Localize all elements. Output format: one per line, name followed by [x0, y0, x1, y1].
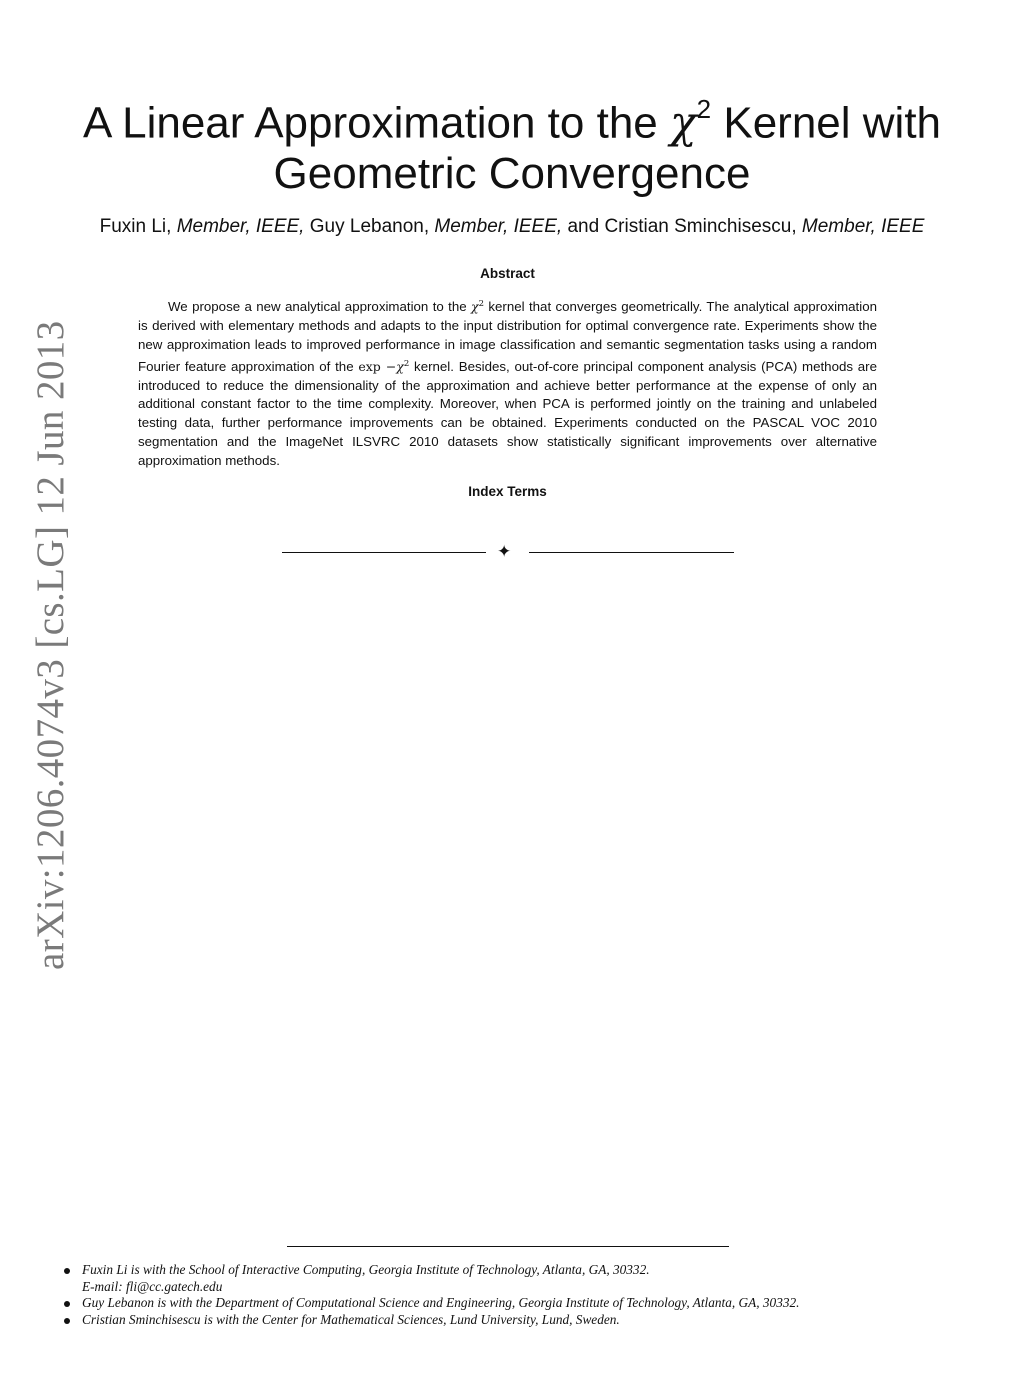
footnote-text: Cristian Sminchisescu is with the Center for Mathematical Sciences, Lund University, Lund, Sweden.: [82, 1311, 620, 1327]
author-name: Guy Lebanon,: [309, 216, 430, 237]
abstract-part3: kernel. Besides, out-of-core principal component analysis (PCA) methods are introduced to reduce the dimensionality of the approximation and achieve better performance at the expense of only an additional constant factor to the time complexity. Moreover, when PCA is performed jointly on the training and unlabeled testing data, further performance improvements can be obtained. Experiments conducted on the PASCAL VOC 2010 segmentation and the ImageNet ILSVRC 2010 datasets show statistically significant improvements over alternative approximation methods.: [138, 358, 877, 468]
author-list: [20, 214, 1004, 240]
divider-line-right: [529, 552, 734, 553]
footnote-email: E-mail: fli@cc.gatech.edu: [82, 1278, 223, 1294]
author-role: Member, IEEE,: [434, 216, 563, 237]
divider-line-left: [282, 552, 486, 553]
arxiv-identifier-stamp: arXiv:1206.4074v3 [cs.LG] 12 Jun 2013: [29, 320, 72, 970]
author-role: Member, IEEE: [801, 216, 925, 237]
footnote-item: [62, 1312, 962, 1329]
abstract-part2: kernel that converges geometrically. The analytical approximation is derived with elementary methods and adapts to the input distribution for optimal convergence rate. Experiments show the new approximation leads to improved performance in image classification and semantic segmentation tasks using a random Fourier feature approximation of the: [138, 299, 877, 374]
footnote-list: [62, 1262, 962, 1328]
abstract-exp-chi-squared: [358, 359, 409, 374]
index-terms-heading: Index Terms: [468, 484, 547, 499]
footnote-rule: [287, 1246, 729, 1247]
author-name: Fuxin Li,: [99, 216, 172, 237]
abstract-chi-squared: [471, 299, 484, 314]
chi-superscript: 2: [478, 299, 485, 309]
title-line2: Geometric Convergence: [273, 148, 751, 198]
chi-symbol: χ: [471, 299, 479, 315]
title-prefix: A Linear Approximation to the: [82, 98, 670, 148]
author-name: and Cristian Sminchisescu,: [567, 216, 797, 237]
section-divider: [0, 543, 1024, 563]
author-role: Member, IEEE,: [176, 216, 305, 237]
divider-star-icon: ✦: [497, 542, 512, 562]
footnote-item: [62, 1295, 962, 1312]
abstract-part1: We propose a new analytical approximation to the: [168, 299, 472, 315]
chi-superscript: 2: [403, 358, 410, 369]
footnote-text: Fuxin Li is with the School of Interactive Computing, Georgia Institute of Technology, Atlanta, GA, 30332.: [82, 1262, 650, 1277]
abstract-heading: Abstract: [480, 266, 535, 281]
title-chi-symbol: χ: [670, 97, 697, 149]
title-suffix-line1: Kernel with: [711, 98, 942, 148]
exp-prefix: exp −: [358, 358, 397, 374]
title-superscript: 2: [696, 94, 712, 124]
bullet-icon: [64, 1301, 70, 1307]
bullet-icon: [64, 1268, 70, 1274]
bullet-icon: [64, 1318, 70, 1324]
footnote-text: Guy Lebanon is with the Department of Computational Science and Engineering, Georgia Institute of Technology, Atlanta, GA, 30332.: [82, 1295, 800, 1310]
paper-title: [40, 88, 984, 199]
footnote-item: [62, 1262, 962, 1295]
abstract-text: [138, 295, 877, 470]
chi-symbol: χ: [396, 358, 404, 374]
